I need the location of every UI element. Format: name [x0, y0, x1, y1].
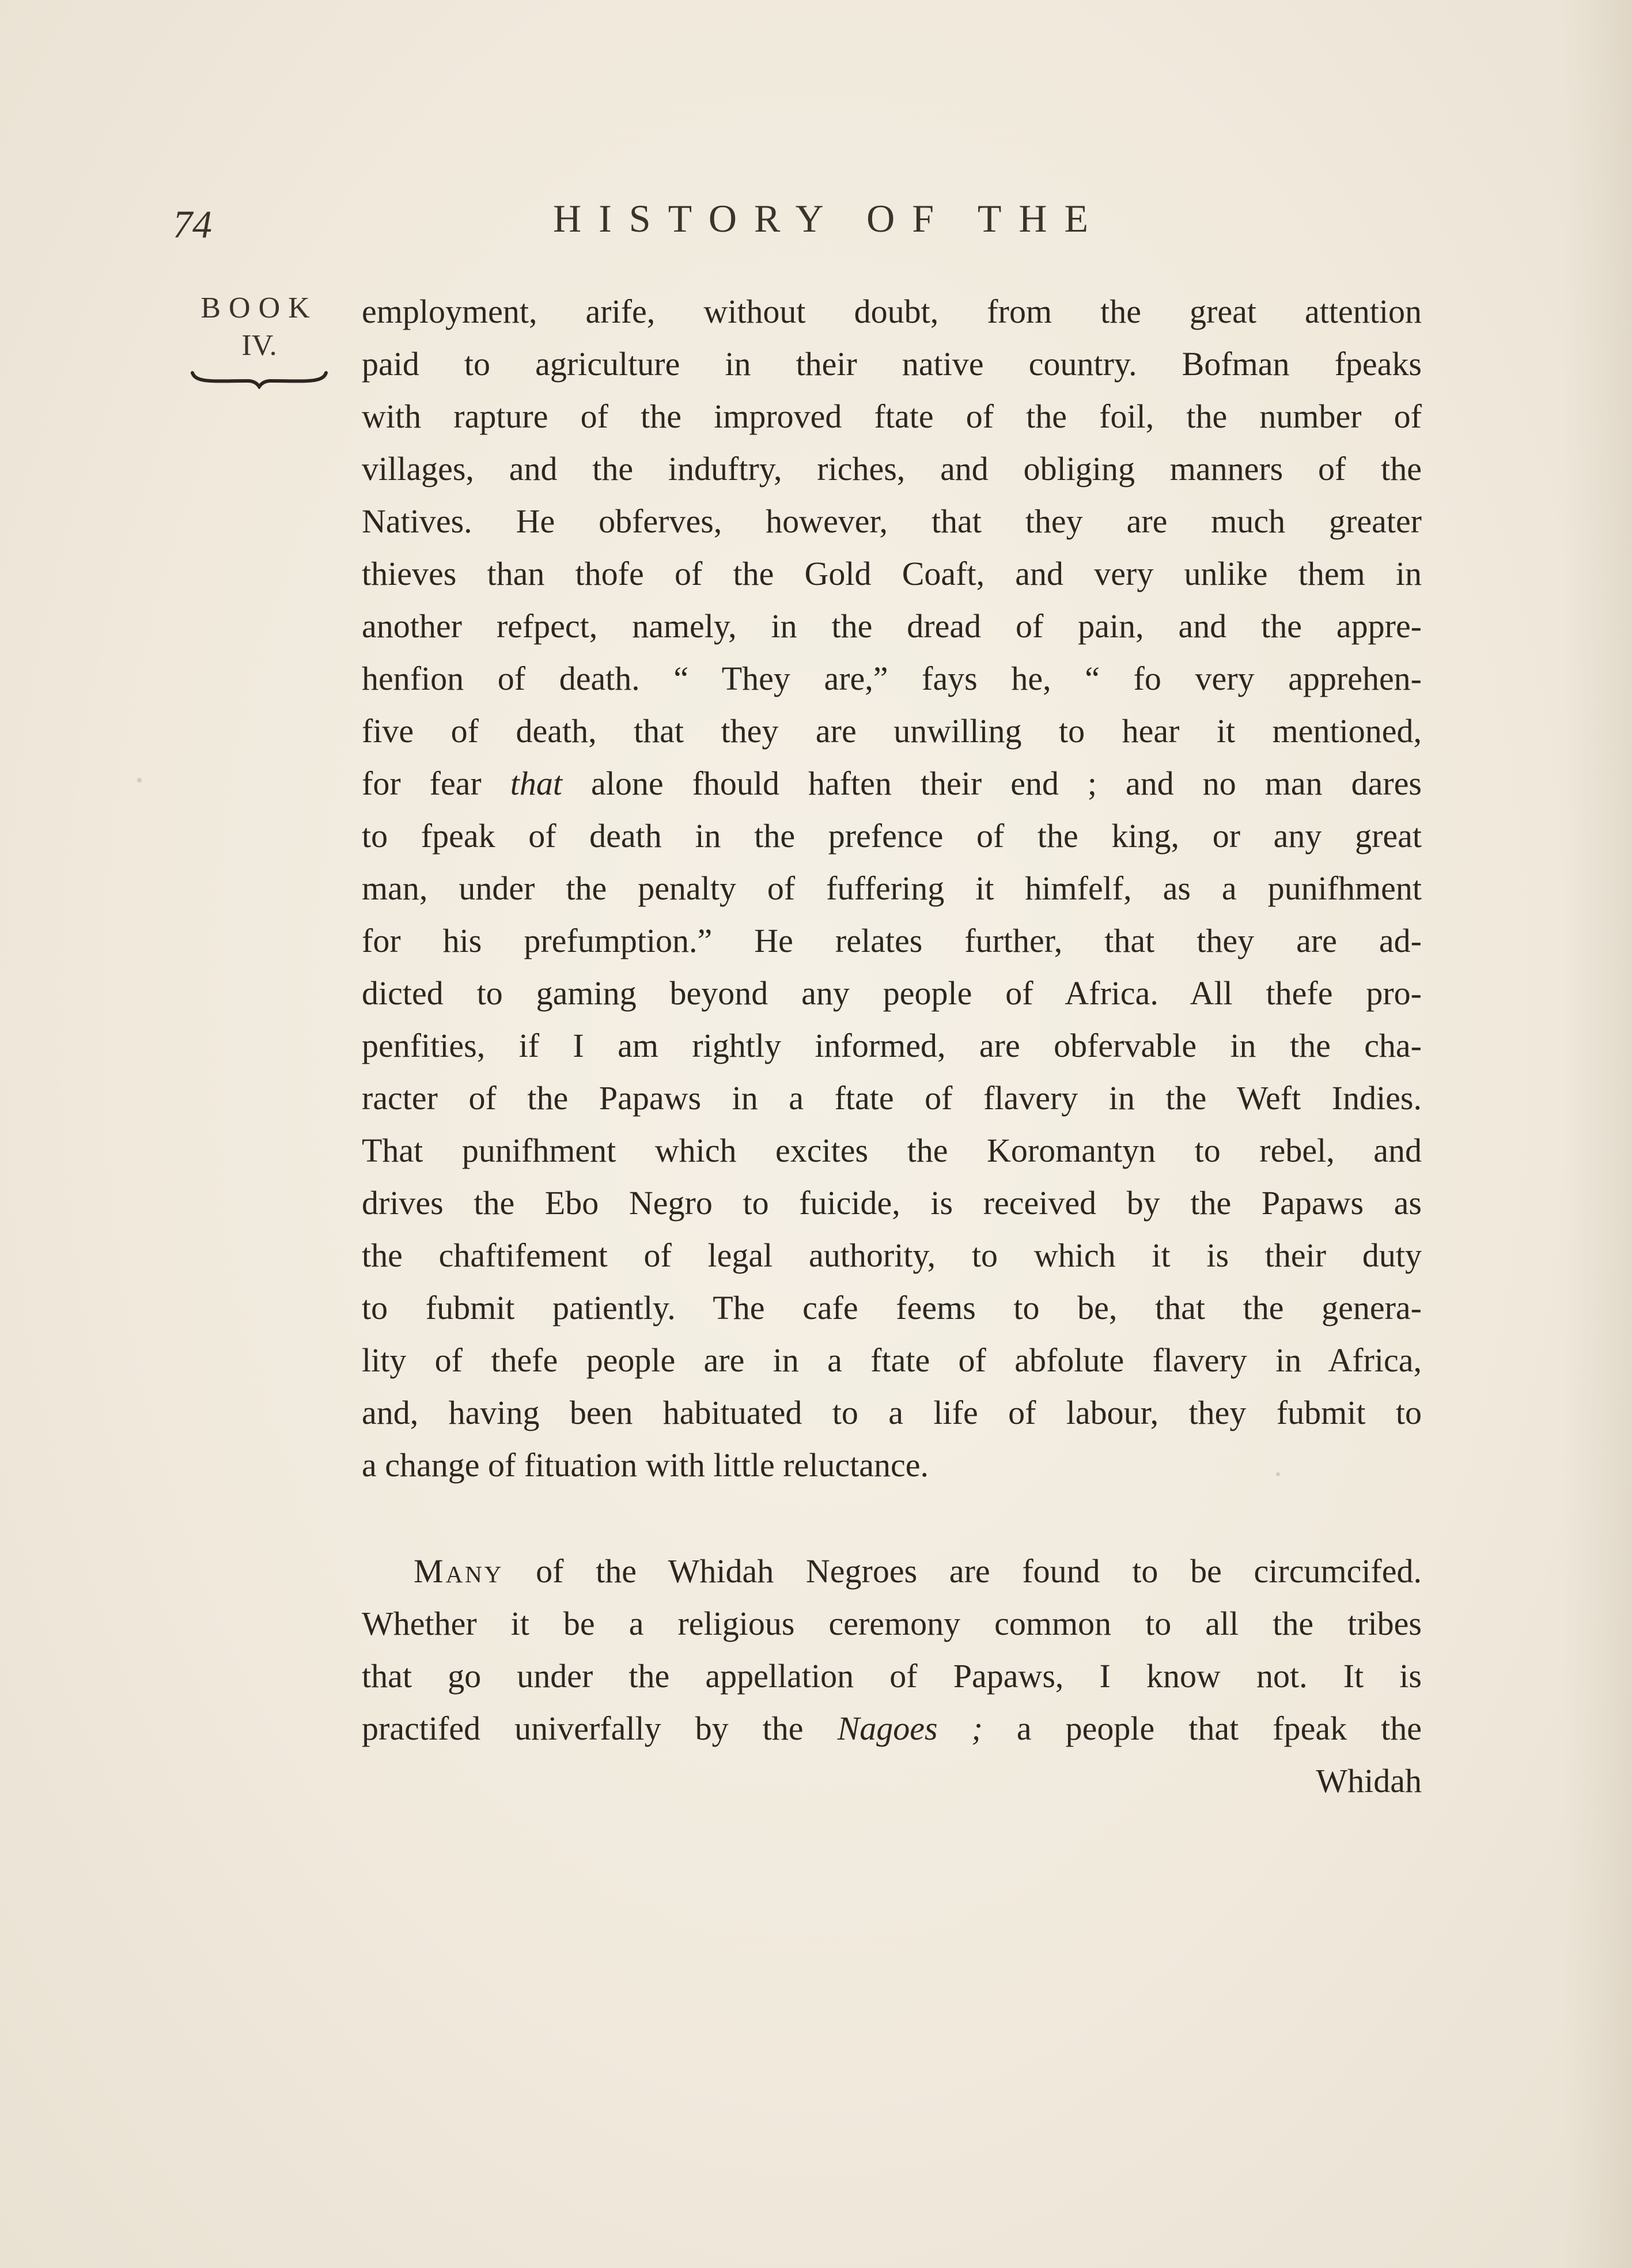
body-text — [362, 285, 1422, 1807]
line-text: of the Whidah Negroes are found to be circumcifed. — [503, 1552, 1422, 1590]
text-line — [362, 810, 1422, 862]
line-text: man, under the penalty of fuffering it himfelf, as a punifhment — [362, 870, 1422, 907]
text-line — [362, 547, 1422, 600]
brace-ornament-icon — [190, 366, 328, 389]
text-line — [362, 1334, 1422, 1386]
line-text: the chaftifement of legal authority, to which it is their duty — [362, 1237, 1422, 1274]
text-line — [362, 1072, 1422, 1124]
italic-text: Nagoes ; — [837, 1710, 983, 1747]
text-line — [362, 338, 1422, 390]
text-line — [362, 705, 1422, 757]
running-head: HISTORY OF THE — [553, 196, 1106, 240]
text-line — [362, 1439, 1422, 1491]
text-line — [362, 914, 1422, 967]
text-line — [362, 1545, 1422, 1597]
line-text: another refpect, namely, in the dread of pain, and the appre- — [362, 607, 1422, 645]
line-text: for fear — [362, 765, 510, 802]
line-text: five of death, that they are unwilling to hear it mentioned, — [362, 712, 1422, 750]
text-line — [362, 443, 1422, 495]
text-line — [362, 1386, 1422, 1439]
margin-note — [184, 291, 334, 389]
line-text: alone fhould haften their end ; and no man dares — [562, 765, 1422, 802]
line-text: practifed univerfally by the — [362, 1710, 838, 1747]
line-text: and, having been habituated to a life of labour, they fubmit to — [362, 1394, 1422, 1431]
page-number: 74 — [173, 202, 212, 246]
line-text: lity of thefe people are in a ftate of abfolute flavery in Africa, — [362, 1341, 1422, 1379]
paper-speck — [876, 838, 879, 842]
page-edge-shadow — [1563, 0, 1632, 2268]
line-text: That punifhment which excites the Koromantyn to rebel, and — [362, 1132, 1422, 1169]
text-line — [362, 652, 1422, 705]
text-line — [362, 1124, 1422, 1177]
line-text: racter of the Papaws in a ftate of flavery in the Weft Indies. — [362, 1079, 1422, 1117]
text-line — [362, 1282, 1422, 1334]
paragraph — [362, 285, 1422, 1491]
text-line — [362, 495, 1422, 547]
text-line — [362, 390, 1422, 443]
line-text: penfities, if I am rightly informed, are obfervable in the cha- — [362, 1027, 1422, 1064]
margin-note-volume: IV. — [241, 329, 277, 362]
text-line — [362, 757, 1422, 810]
paper-speck — [1276, 1472, 1280, 1476]
line-text: that go under the appellation of Papaws, I know not. It is — [362, 1657, 1422, 1695]
text-line — [362, 862, 1422, 914]
text-line — [362, 1755, 1422, 1807]
line-text: employment, arife, without doubt, from the great attention — [362, 293, 1422, 330]
line-text: to fpeak of death in the prefence of the king, or any great — [362, 817, 1422, 855]
line-text: a change of fituation with little reluctance. — [362, 1446, 929, 1484]
line-text: with rapture of the improved ftate of the foil, the number of — [362, 398, 1422, 435]
text-line — [362, 1650, 1422, 1702]
text-line — [362, 600, 1422, 652]
margin-note-book: BOOK — [200, 292, 318, 324]
line-text: to fubmit patiently. The cafe feems to be, that the genera- — [362, 1289, 1422, 1326]
line-text: dicted to gaming beyond any people of Africa. All thefe pro- — [362, 974, 1422, 1012]
line-text: Natives. He obferves, however, that they are much greater — [362, 502, 1422, 540]
text-line — [362, 1702, 1422, 1755]
paper-speck — [137, 778, 142, 783]
text-line — [362, 1597, 1422, 1650]
line-text: a people that fpeak the — [982, 1710, 1422, 1747]
line-text: Whether it be a religious ceremony common to all the tribes — [362, 1605, 1422, 1642]
line-text: drives the Ebo Negro to fuicide, is received by the Papaws as — [362, 1184, 1422, 1222]
text-line — [362, 285, 1422, 338]
line-text: paid to agriculture in their native country. Bofman fpeaks — [362, 345, 1422, 383]
paragraph — [362, 1545, 1422, 1807]
italic-text: that — [510, 765, 562, 802]
text-line — [362, 1177, 1422, 1229]
line-text: for his prefumption.” He relates further, that they are ad- — [362, 922, 1422, 959]
line-text: henfion of death. “ They are,” fays he, “ fo very apprehen- — [362, 660, 1422, 697]
text-line — [362, 967, 1422, 1019]
paragraph-gap — [362, 1491, 1422, 1545]
small-caps-text: Many — [414, 1552, 504, 1590]
line-text: thieves than thofe of the Gold Coaft, and very unlike them in — [362, 555, 1422, 592]
line-text: villages, and the induftry, riches, and obliging manners of the — [362, 450, 1422, 487]
line-text: Whidah — [1316, 1762, 1422, 1800]
text-line — [362, 1229, 1422, 1282]
text-line — [362, 1019, 1422, 1072]
